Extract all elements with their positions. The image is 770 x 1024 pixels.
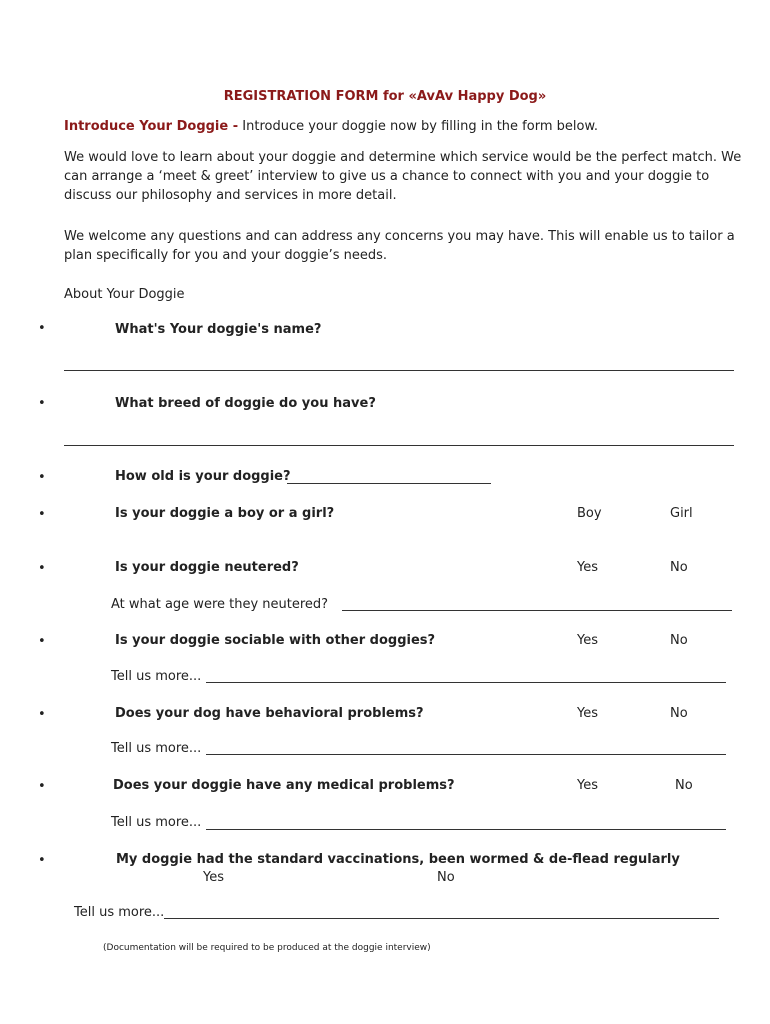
question-gender: Is your doggie a boy or a girl? xyxy=(115,506,335,521)
question-medical: Does your doggie have any medical problems? xyxy=(113,778,455,793)
question-breed: What breed of doggie do you have? xyxy=(115,396,376,411)
question-age: How old is your doggie? xyxy=(115,469,291,484)
bullet-icon: • xyxy=(38,779,46,794)
option-yes[interactable]: Yes xyxy=(577,706,598,721)
bullet-icon: • xyxy=(38,470,46,485)
question-neutered: Is your doggie neutered? xyxy=(115,560,299,575)
tell-more-label: Tell us more... xyxy=(111,741,202,756)
bullet-icon: • xyxy=(38,321,46,336)
name-answer-line[interactable] xyxy=(64,370,734,371)
option-yes[interactable]: Yes xyxy=(577,633,598,648)
option-yes[interactable]: Yes xyxy=(577,560,598,575)
question-name: What's Your doggie's name? xyxy=(115,322,322,337)
question-sociable: Is your doggie sociable with other doggies? xyxy=(115,633,436,648)
bullet-icon: • xyxy=(38,634,46,649)
medical-more-line[interactable] xyxy=(206,829,726,830)
option-no[interactable]: No xyxy=(675,778,693,793)
question-behavior: Does your dog have behavioral problems? xyxy=(115,706,424,721)
intro-paragraph-2: We welcome any questions and can address any concerns you may have. This will enable us to tailor a plan specifically for you and your doggie’s needs. xyxy=(64,229,735,263)
option-yes[interactable]: Yes xyxy=(203,870,224,885)
tell-more-label: Tell us more... xyxy=(111,669,202,684)
breed-answer-line[interactable] xyxy=(64,445,734,446)
sociable-more-line[interactable] xyxy=(206,682,726,683)
option-yes[interactable]: Yes xyxy=(577,778,598,793)
option-no[interactable]: No xyxy=(670,706,688,721)
behavior-more-line[interactable] xyxy=(206,754,726,755)
age-answer-line[interactable] xyxy=(287,483,491,484)
documentation-note: (Documentation will be required to be produced at the doggie interview) xyxy=(103,943,431,953)
bullet-icon: • xyxy=(38,507,46,522)
bullet-icon: • xyxy=(38,853,46,868)
intro-text: Introduce your doggie now by filling in the form below. xyxy=(242,119,599,134)
bullet-icon: • xyxy=(38,707,46,722)
about-heading: About Your Doggie xyxy=(64,287,185,302)
vaccination-more-line[interactable] xyxy=(164,918,719,919)
intro-line xyxy=(64,119,598,134)
bullet-icon: • xyxy=(38,396,46,411)
option-girl[interactable]: Girl xyxy=(670,506,693,521)
option-no[interactable]: No xyxy=(670,633,688,648)
option-no[interactable]: No xyxy=(437,870,455,885)
option-boy[interactable]: Boy xyxy=(577,506,602,521)
intro-paragraph-1: We would love to learn about your doggie and determine which service would be the perfect match. We can arrange a ‘meet & greet’ interview to give us a chance to connect with you and your doggie to discuss our philosophy and services in more detail. xyxy=(64,150,742,203)
neuter-age-label: At what age were they neutered? xyxy=(111,597,329,612)
tell-more-label: Tell us more... xyxy=(74,905,165,920)
option-no[interactable]: No xyxy=(670,560,688,575)
neuter-age-line[interactable] xyxy=(342,610,732,611)
intro-heading: Introduce Your Doggie - xyxy=(64,119,239,134)
tell-more-label: Tell us more... xyxy=(111,815,202,830)
form-title: REGISTRATION FORM for «AvAv Happy Dog» xyxy=(223,89,547,104)
question-vaccinations: My doggie had the standard vaccinations, been wormed & de-flead regularly xyxy=(116,852,680,867)
bullet-icon: • xyxy=(38,561,46,576)
